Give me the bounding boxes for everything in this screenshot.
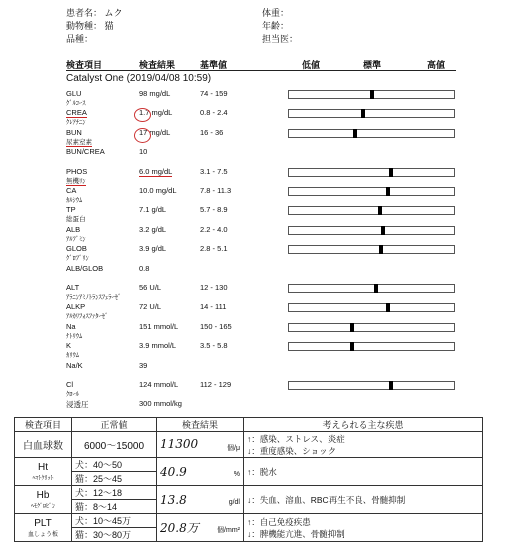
lab-item-value: 72 U/L bbox=[139, 302, 162, 312]
lab-gauge bbox=[288, 168, 455, 177]
lab-gauge-marker bbox=[370, 90, 374, 99]
lab-item-subname: 総蛋白 bbox=[66, 216, 86, 224]
lab-item-value: 300 mmol/kg bbox=[139, 399, 182, 409]
bt-row bbox=[15, 458, 483, 486]
col-std: 標準 bbox=[363, 60, 382, 70]
lab-item-ref: 14 - 111 bbox=[200, 302, 227, 312]
lab-item-ref: 112 - 129 bbox=[200, 380, 232, 389]
lab-gauge bbox=[288, 303, 455, 312]
lab-item-value: 3.9 g/dL bbox=[139, 244, 167, 254]
bt-normal: 犬：12〜18 猫：8〜14 bbox=[72, 486, 157, 514]
lab-gauge-marker bbox=[378, 206, 382, 215]
lab-item-name: BUN/CREA bbox=[66, 147, 105, 157]
lab-item-ref: 16 - 36 bbox=[200, 127, 224, 137]
col-result: 検査結果 bbox=[139, 60, 176, 70]
bt-diseases: ↑：感染、ストレス、炎症 ↓：重度感染、ショック bbox=[244, 432, 483, 458]
lab-item-value: 124 mmol/L bbox=[139, 380, 179, 389]
lab-item-ref: 0.8 - 2.4 bbox=[200, 108, 228, 118]
lab-gauge-marker bbox=[379, 245, 383, 254]
lab-item-name: 浸透圧 bbox=[66, 400, 89, 410]
lab-item-value: 98 mg/dL bbox=[139, 89, 171, 98]
lab-gauge bbox=[288, 90, 455, 99]
lab-item-ref: 3.1 - 7.5 bbox=[200, 166, 228, 176]
lab-item-name: Na bbox=[66, 321, 76, 331]
lab-item-ref: 7.8 - 11.3 bbox=[200, 186, 232, 195]
lab-item-name: K bbox=[66, 341, 72, 351]
bt-diseases: ↑：脱水 bbox=[244, 458, 483, 486]
bt-item: PLT 血しょう板 bbox=[15, 514, 72, 542]
vet-label: 担当医： bbox=[262, 34, 299, 44]
species-row bbox=[66, 19, 114, 32]
bt-row bbox=[15, 514, 483, 542]
lab-item-name: ALKP bbox=[66, 302, 86, 312]
lab-item-subname: ｱﾙｶﾘﾌｫｽﾌｧﾀｰｾﾞ bbox=[66, 313, 109, 321]
lab-item-ref: 2.2 - 4.0 bbox=[200, 224, 228, 234]
lab-item-ref: 2.8 - 5.1 bbox=[200, 244, 228, 254]
lab-item-ref: 3.5 - 5.8 bbox=[200, 341, 228, 351]
bt-normal: 犬：10〜45万 猫：30〜80万 bbox=[72, 514, 157, 542]
lab-item-subname: ｶﾙｼｳﾑ bbox=[66, 197, 83, 204]
lab-gauge bbox=[288, 381, 455, 390]
lab-gauge-marker bbox=[353, 129, 357, 138]
age-label: 年齢： bbox=[262, 21, 290, 31]
lab-item-value: 0.8 bbox=[139, 263, 150, 273]
lab-item-name: PHOS bbox=[66, 166, 88, 176]
lab-item-value: 1.7 mg/dL bbox=[139, 108, 173, 118]
weight-label: 体重： bbox=[262, 8, 290, 18]
lab-gauge bbox=[288, 109, 455, 118]
lab-item-value: 39 bbox=[139, 360, 148, 370]
species-label: 動物種： bbox=[66, 21, 103, 31]
blood-test-table bbox=[14, 417, 483, 542]
lab-item-name: ALT bbox=[66, 283, 80, 292]
lab-gauge bbox=[288, 206, 455, 215]
col-ref: 基準値 bbox=[200, 60, 228, 70]
lab-item-subname: ｸﾛｰﾙ bbox=[66, 391, 79, 398]
lab-item-subname: 無機ﾘﾝ bbox=[66, 177, 86, 185]
patient-label: 患者名： bbox=[66, 8, 103, 18]
bt-item: Ht ﾍﾏﾄｸﾘｯﾄ bbox=[15, 458, 72, 486]
lab-gauge-marker bbox=[350, 342, 354, 351]
lab-gauge bbox=[288, 245, 455, 254]
bt-item: 白血球数 bbox=[15, 432, 72, 458]
lab-gauge-marker bbox=[389, 381, 393, 390]
bt-h-result: 検査結果 bbox=[157, 418, 244, 432]
lab-item-value: 10 bbox=[139, 147, 148, 157]
bt-h-item: 検査項目 bbox=[15, 418, 72, 432]
lab-gauge bbox=[288, 284, 455, 293]
lab-item-ref: 5.7 - 8.9 bbox=[200, 205, 228, 215]
section-title: Catalyst One (2019/04/08 10:59) bbox=[66, 73, 212, 84]
lab-item-subname: ｸﾚｱﾁﾆﾝ bbox=[66, 119, 86, 127]
patient-value: ムク bbox=[104, 8, 123, 18]
lab-item-subname: ｸﾞﾛﾌﾞﾘﾝ bbox=[66, 255, 89, 263]
col-low: 低値 bbox=[302, 60, 321, 70]
lab-gauge-marker bbox=[381, 226, 385, 235]
bt-diseases: ↑：自己免疫疾患 ↓：脾機能亢進、骨髄抑制 bbox=[244, 514, 483, 542]
lab-item-value: 151 mmol/L bbox=[139, 321, 179, 331]
lab-item-name: Na/K bbox=[66, 360, 83, 370]
bt-diseases: ↓：失血、溶血、RBC再生不良、骨髄抑制 bbox=[244, 486, 483, 514]
bt-item: Hb ﾍﾓｸﾞﾛﾋﾞﾝ bbox=[15, 486, 72, 514]
lab-item-name: GLU bbox=[66, 89, 82, 98]
bt-result: 13.8 g/dl bbox=[157, 486, 244, 514]
lab-gauge-marker bbox=[361, 109, 365, 118]
bt-result: 11300 個/μ bbox=[157, 432, 244, 458]
lab-gauge-marker bbox=[386, 303, 390, 312]
lab-item-name: BUN bbox=[66, 127, 82, 137]
breed-label: 品種： bbox=[66, 34, 94, 44]
lab-item-name: GLOB bbox=[66, 244, 87, 254]
lab-gauge-marker bbox=[389, 168, 393, 177]
red-circle-bun bbox=[134, 128, 151, 143]
lab-gauge bbox=[288, 226, 455, 235]
lab-gauge bbox=[288, 129, 455, 138]
lab-item-subname: ﾅﾄﾘｳﾑ bbox=[66, 332, 83, 340]
lab-item-ref: 12 - 130 bbox=[200, 283, 228, 292]
lab-gauge-marker bbox=[386, 187, 390, 196]
lab-item-name: CREA bbox=[66, 108, 87, 118]
lab-item-name: CA bbox=[66, 186, 77, 195]
lab-item-subname: ｸﾞﾙｺｰｽ bbox=[66, 100, 86, 107]
patient-row bbox=[66, 6, 123, 19]
lab-item-subname: ｱﾗﾆﾝｱﾐﾉﾄﾗﾝｽﾌｪﾗｰｾﾞ bbox=[66, 294, 122, 301]
lab-item-value: 3.2 g/dL bbox=[139, 224, 167, 234]
col-item: 検査項目 bbox=[66, 60, 103, 70]
bt-h-diseases: 考えられる主な疾患 bbox=[244, 418, 483, 432]
bt-h-normal: 正常値 bbox=[72, 418, 157, 432]
bt-result: 40.9 % bbox=[157, 458, 244, 486]
lab-item-name: ALB/GLOB bbox=[66, 263, 104, 273]
lab-item-value: 17 mg/dL bbox=[139, 127, 171, 137]
bt-normal: 犬：40〜50 猫：25〜45 bbox=[72, 458, 157, 486]
lab-item-value: 7.1 g/dL bbox=[139, 205, 167, 215]
lab-gauge bbox=[288, 323, 455, 332]
lab-item-subname: ｶﾘｳﾑ bbox=[66, 352, 79, 360]
lab-item-value: 10.0 mg/dL bbox=[139, 186, 177, 195]
lab-item-ref: 74 - 159 bbox=[200, 89, 228, 98]
lab-item-name: ALB bbox=[66, 224, 81, 234]
bt-row bbox=[15, 432, 483, 458]
col-high: 高値 bbox=[427, 60, 446, 70]
lab-gauge-marker bbox=[374, 284, 378, 293]
red-circle-crea bbox=[134, 108, 151, 122]
lab-item-subname: ｱﾙﾌﾞﾐﾝ bbox=[66, 235, 86, 243]
bt-normal: 6000〜15000 bbox=[72, 432, 157, 458]
lab-item-value: 3.9 mmol/L bbox=[139, 341, 177, 351]
lab-item-subname: 尿素窒素 bbox=[66, 138, 92, 146]
lab-item-name: TP bbox=[66, 205, 76, 215]
lab-item-value: 6.0 mg/dL bbox=[139, 166, 173, 176]
lab-gauge bbox=[288, 342, 455, 351]
bt-row bbox=[15, 486, 483, 514]
lab-gauge bbox=[288, 187, 455, 196]
lab-item-name: Cl bbox=[66, 380, 74, 389]
bt-result: 20.8万 個/mm² bbox=[157, 514, 244, 542]
lab-item-value: 56 U/L bbox=[139, 283, 162, 292]
species-value: 猫 bbox=[104, 21, 114, 31]
lab-item-ref: 150 - 165 bbox=[200, 321, 232, 331]
lab-gauge-marker bbox=[350, 323, 354, 332]
header-rule bbox=[66, 70, 456, 71]
